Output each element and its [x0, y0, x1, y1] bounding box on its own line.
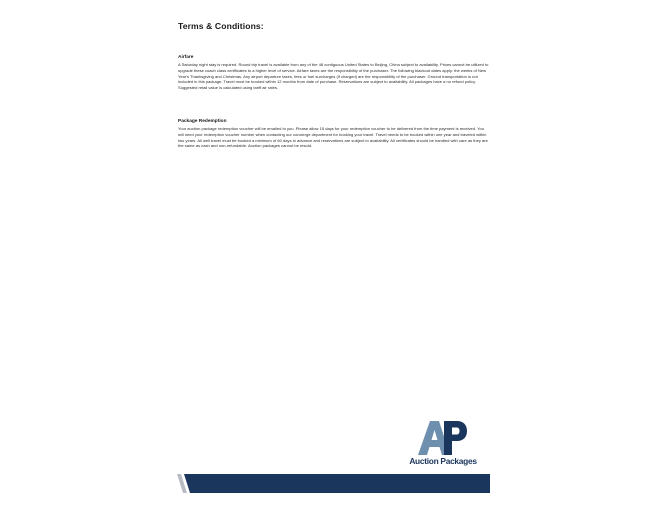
- logo-wordmark: [398, 456, 488, 466]
- logo-word-auction: Auction: [409, 456, 439, 466]
- auction-packages-logo: [398, 421, 488, 469]
- package-redemption-heading: Package Redemption: [178, 119, 227, 124]
- footer-color-band: [177, 474, 490, 493]
- document-title: Terms & Conditions:: [178, 21, 264, 31]
- airfare-section: [178, 55, 490, 91]
- package-redemption-body: Your auction package redemption voucher will be emailed to you. Please allow 15 days for your redemption voucher to be delivered from the time payment is received. You will need your redemption voucher number when contacting our concierge department for booking your travel. Travel needs to be booked within one year and traveled within two years. All well travel must be booked a minimum of 60 days in advance and reservations are subject to availability. All certificates should be handled with care as they are the same as cash and non-refundable. Auction packages cannot be resold.: [178, 126, 488, 149]
- package-redemption-section: [178, 119, 490, 149]
- airfare-body: A Saturday night stay is required. Round trip travel is available from any of the 48 contiguous United States to Beijing, China subject to availability. Prices cannot be utilized to upgrade these coach class certificates to a higher level of service. Airfare taxes are the responsibility of the purchaser. The following blackout dates apply: the weeks of New Year's Thanksgiving and Christmas. Any airport departure taxes, fees or fuel surcharges (if charged) are the responsibility of the purchaser. Ground transportation is not included in this package. Travel must be booked within 12 months from date of purchase. Reservations are subject to availability. All packages have a no refund policy. Suggested retail value is calculated using tariff air rates.: [178, 62, 489, 91]
- ap-monogram-logo-icon: [417, 421, 467, 455]
- logo-word-packages: Packages: [440, 456, 477, 466]
- airfare-heading: Airfare: [178, 55, 194, 60]
